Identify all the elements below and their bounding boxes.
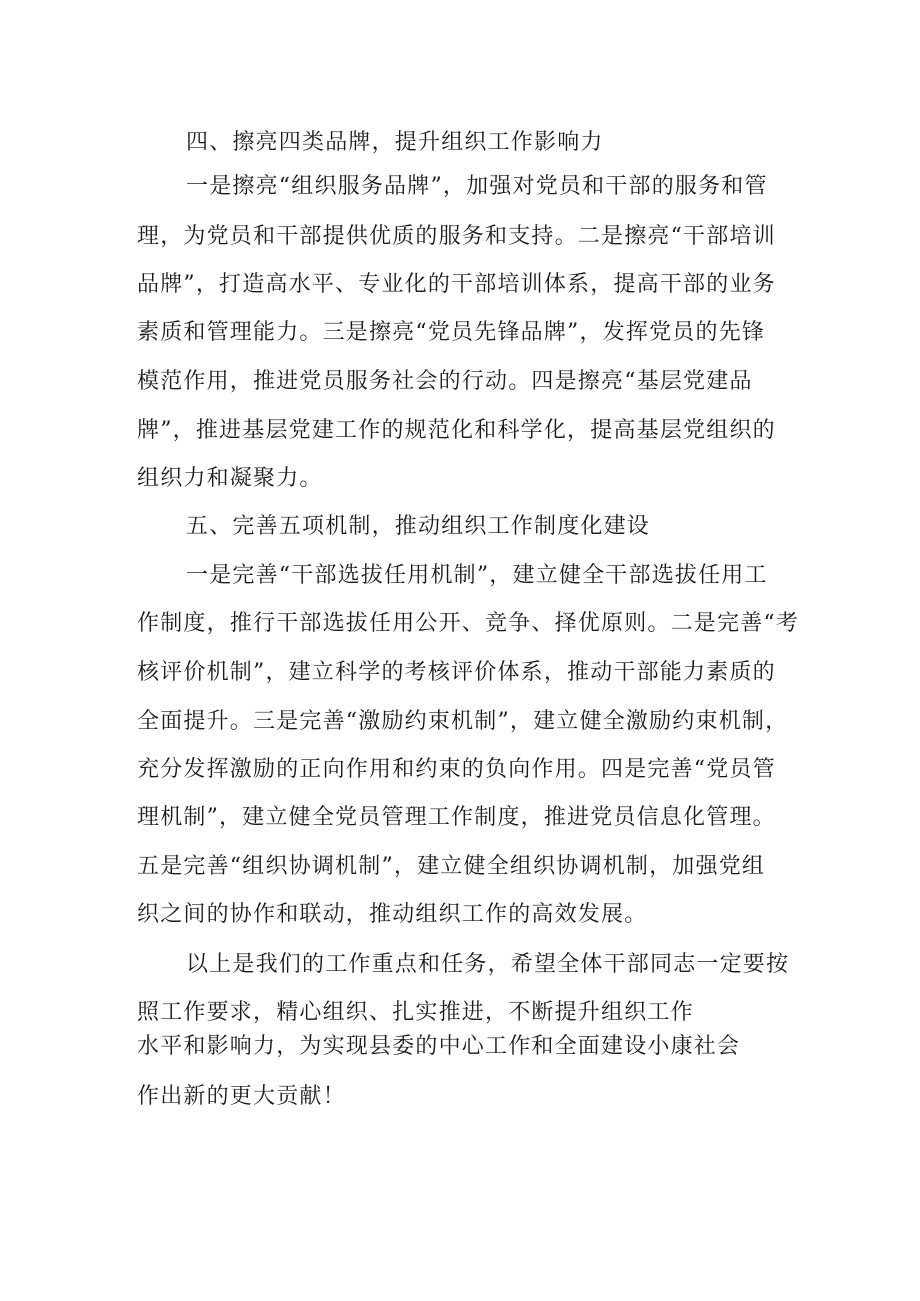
paragraph-line: 五是完善“组织协调机制”，建立健全组织协调机制，加强党组	[137, 854, 766, 879]
paragraph-line: 组织力和凝聚力。	[137, 466, 323, 491]
paragraph-line: 作制度，推行干部选拔任用公开、竞争、择优原则。二是完善“考	[137, 611, 800, 636]
closing-line: 以上是我们的工作重点和任务，希望全体干部同志一定要按	[186, 952, 790, 977]
paragraph-line: 一是擦亮“组织服务品牌”，加强对党员和干部的服务和管	[186, 174, 768, 199]
section-5-heading: 五、完善五项机制，推动组织工作制度化建设	[186, 514, 651, 539]
paragraph-line: 品牌”，打造高水平、专业化的干部培训体系，提高干部的业务	[137, 272, 776, 297]
paragraph-line: 理，为党员和干部提供优质的服务和支持。二是擦亮“干部培训	[137, 224, 776, 249]
paragraph-line: 织之间的协作和联动，推动组织工作的高效发展。	[137, 902, 648, 927]
closing-line: 作出新的更大贡献！	[137, 1084, 346, 1109]
section-4-heading: 四、擦亮四类品牌，提升组织工作影响力	[186, 130, 604, 155]
paragraph-line: 模范作用，推进党员服务社会的行动。四是擦亮“基层党建品	[137, 369, 753, 394]
paragraph-line: 理机制”，建立健全党员管理工作制度，推进党员信息化管理。	[137, 805, 776, 830]
paragraph-line: 牌”，推进基层党建工作的规范化和科学化，提高基层党组织的	[137, 418, 776, 443]
paragraph-line: 全面提升。三是完善“激励约束机制”，建立健全激励约束机制，	[137, 709, 789, 734]
paragraph-line: 充分发挥激励的正向作用和约束的负向作用。四是完善“党员管	[137, 757, 776, 782]
closing-line: 照工作要求，精心组织、扎实推进，不断提升组织工作	[137, 1000, 694, 1025]
paragraph-line: 核评价机制”，建立科学的考核评价体系，推动干部能力素质的	[137, 660, 776, 685]
paragraph-line: 一是完善“干部选拔任用机制”，建立健全干部选拔任用工	[186, 563, 768, 588]
closing-line: 水平和影响力，为实现县委的中心工作和全面建设小康社会	[137, 1034, 741, 1059]
paragraph-line: 素质和管理能力。三是擦亮“党员先锋品牌”，发挥党员的先锋	[137, 320, 766, 345]
